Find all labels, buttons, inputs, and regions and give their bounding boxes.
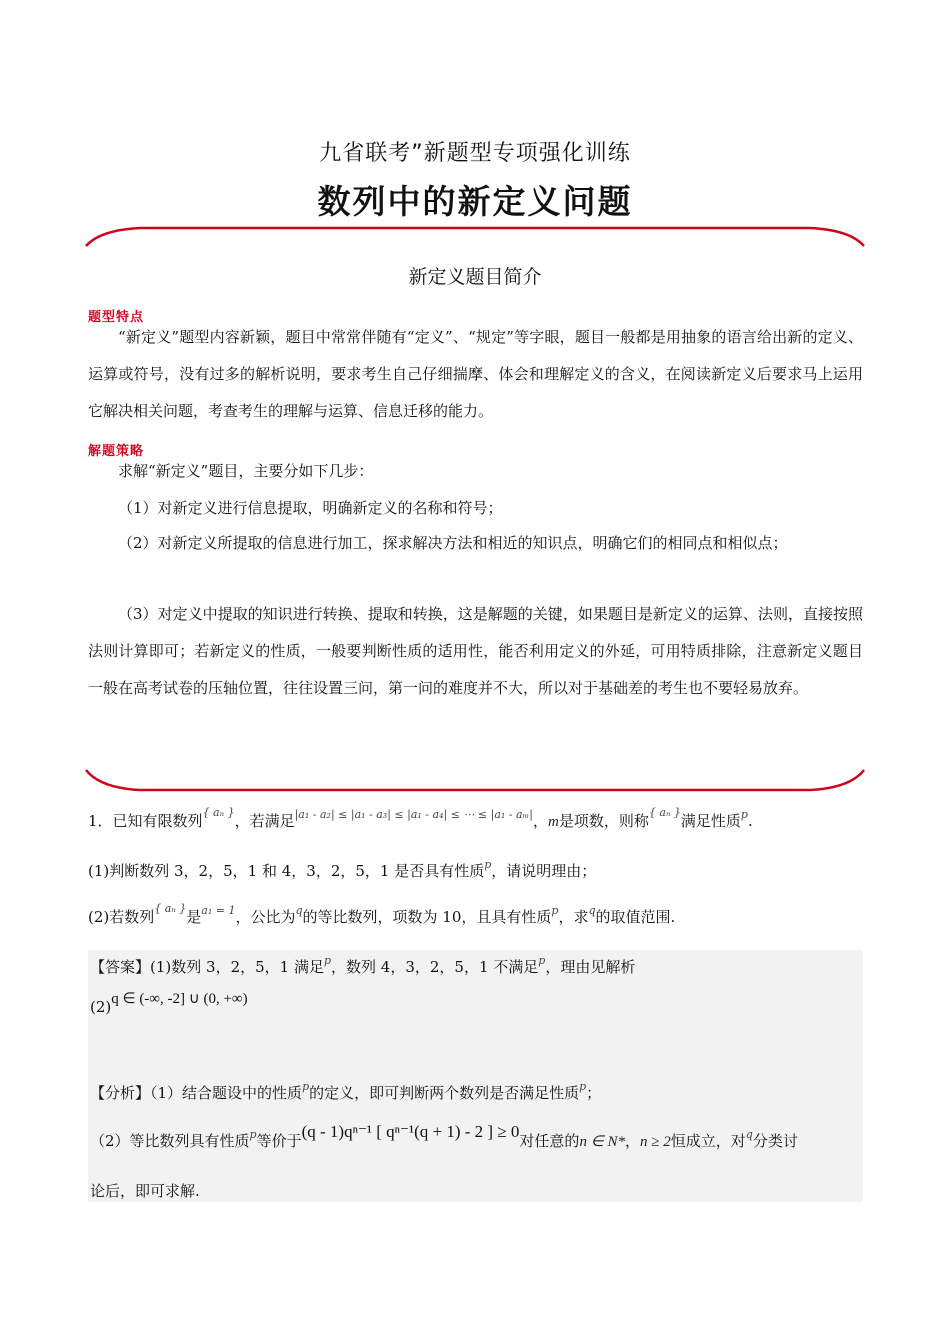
sequence-an: { aₙ } xyxy=(202,806,235,819)
question-1: (1)判断数列 3，2，5，1 和 4，3，2，5，1 是否具有性质$^p$，请说明理由； xyxy=(88,858,597,880)
condition-formula: |a₁ - a₂| ≤ |a₁ - a₃| ≤ |a₁ - a₄| ≤ ⋯ ≤ |a₁ - aₘ| xyxy=(294,808,534,821)
features-heading: 题型特点 xyxy=(88,310,145,325)
analysis-label: 【分析】 xyxy=(90,1084,151,1102)
analysis-line-2: （2）等比数列具有性质$^p$等价于(q - 1)qⁿ⁻¹ [ qⁿ⁻¹(q + 1) - 2 ] ≥ 0对任意的n ∈ N*，n ≥ 2恒成立，对$^q$分类讨 xyxy=(90,1122,798,1150)
answer-range-formula: q ∈ (-∞, -2] ∪ (0, +∞) xyxy=(111,991,248,1007)
strategy-intro: 求解“新定义”题目，主要分如下几步： xyxy=(118,462,374,480)
answer-line-2: (2)q ∈ (-∞, -2] ∪ (0, +∞) xyxy=(90,991,248,1016)
strategy-step-2: （2）对新定义所提取的信息进行加工，探求解决方法和相近的知识点，明确它们的相同点和相似点； xyxy=(118,534,788,552)
answer-label: 【答案】 xyxy=(90,958,151,976)
question-2: (2)若数列$^{\{ a_n \}}$是$^{a_1 = 1}$，公比为$^q$的等比数列，项数为 10，且具有性质$^p$，求$^q$的取值范围. xyxy=(88,902,676,926)
section-title: 新定义题目简介 xyxy=(408,266,542,288)
analysis-inequality: (q - 1)qⁿ⁻¹ [ qⁿ⁻¹(q + 1) - 2 ] ≥ 0 xyxy=(301,1122,520,1141)
strategy-step-3: （3）对定义中提取的知识进行转换、提取和转换，这是解题的关键，如果题目是新定义的运算、法则，直接按照法则计算即可；若新定义的性质，一般要判断性质的适用性，能否利用定义的外延，可用特质排除，注意新定义题目一般在高考试卷的压轴位置，往往设置三问，第一问的难度并不大，所以对于基础差的考生也不要轻易放弃。 xyxy=(88,605,863,697)
series-title: 九省联考”新题型专项强化训练 xyxy=(319,141,631,166)
main-title: 数列中的新定义问题 xyxy=(317,182,633,221)
answer-line-1: 【答案】(1)数列 3，2，5，1 满足$^p$，数列 4，3，2，5，1 不满足$^p$，理由见解析 xyxy=(90,954,636,976)
problem-number: 1． xyxy=(88,812,113,830)
answer-box xyxy=(88,950,863,1202)
strategy-heading: 解题策略 xyxy=(88,444,145,459)
bottom-arc-divider xyxy=(80,766,870,796)
features-paragraph: “新定义”题型内容新颖，题目中常常伴随有“定义”、“规定”等字眼，题目一般都是用抽象的语言给出新的定义、运算或符号，没有过多的解析说明，要求考生自己仔细揣摩、体会和理解定义的含义，在阅读新定义后要求马上运用它解决相关问题，考查考生的理解与运算、信息迁移的能力。 xyxy=(88,328,863,420)
strategy-step-1: （1）对新定义进行信息提取，明确新定义的名称和符号； xyxy=(118,499,503,517)
problem-statement: 1．已知有限数列$^{\{ a_n \}}$，若满足$^{|a_1 - a_2| \le |a_1 - a_3| \le |a_1 - a_4| \le \cdots \le |a_1 - a_m|}$，m是项数，则称$^{\{ a_n \}}$满足性质$^p$. xyxy=(88,806,753,830)
analysis-line-3: 论后，即可求解. xyxy=(90,1182,200,1200)
analysis-line-1: 【分析】（1）结合题设中的性质$^p$的定义，即可判断两个数列是否满足性质$^p$； xyxy=(90,1080,602,1102)
top-arc-divider xyxy=(80,222,870,252)
